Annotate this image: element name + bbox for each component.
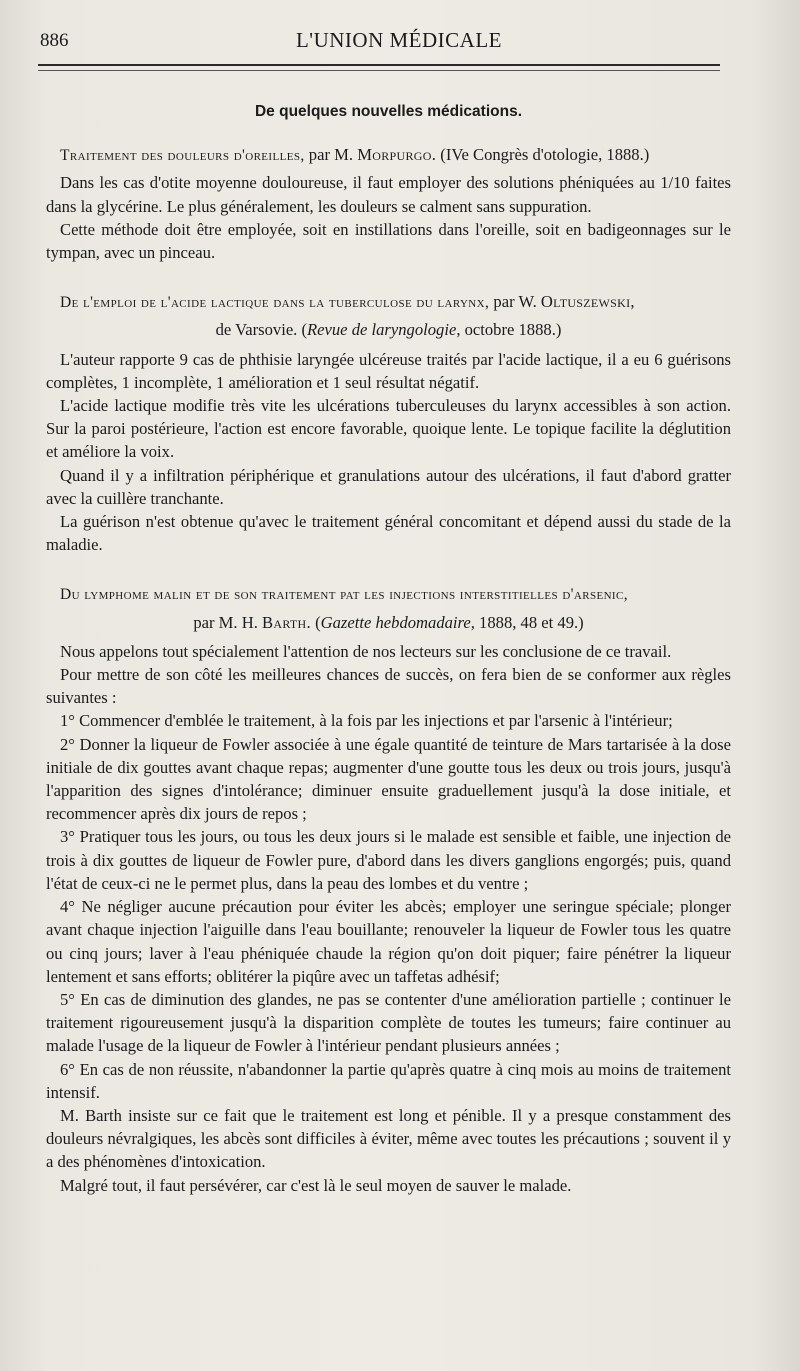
article-source: (IVe Congrès d'otologie, 1888.) — [436, 145, 650, 165]
paragraph: L'acide lactique modifie très vite les ulcérations tuberculeuses du larynx accessibles à son action. Sur la paroi postérieure, l'action est encore favorable, quoique lente. Le topique facilite la déglutition et améliore la voix. — [46, 396, 731, 462]
article-title-connector: par M. — [304, 145, 358, 165]
paragraph: L'auteur rapporte 9 cas de phthisie laryngée ulcéreuse traités par l'acide lactique, il a eu 6 guérisons complètes, 1 incomplète, 1 amélioration et 1 seul résultat négatif. — [46, 349, 731, 392]
article-source-date: , octobre 1888.) — [456, 320, 562, 340]
journal-title: L'UNION MÉDICALE — [295, 28, 502, 52]
article-lactic-acid — [46, 290, 731, 556]
rule-item: 1° Commencer d'emblée le traitement, à la fois par les injections et par l'arsenic à l'intérieur; — [60, 711, 673, 731]
page-body — [46, 100, 731, 1197]
paragraph: Malgré tout, il faut persévérer, car c'est là le seul moyen de sauver le malade. — [60, 1175, 572, 1195]
article-heading — [46, 582, 731, 606]
article-source-open: ( — [310, 612, 321, 632]
article-title: Du lymphome malin et de son traitement pat les injections interstitielles d'arsenic, — [60, 586, 629, 604]
paragraph: M. Barth insiste sur ce fait que le traitement est long et pénible. Il y a presque constamment des douleurs névralgiques, les abcès sont difficiles à éviter, même avec toutes les précautions ; souvent il y a des phénomènes d'intoxication. — [46, 1105, 731, 1172]
rule-item: 6° En cas de non réussite, n'abandonner la partie qu'après quatre à cinq mois au moins de traitement intensif. — [46, 1059, 731, 1102]
article-source-date: , 1888, 48 et 49.) — [470, 612, 584, 632]
journal-name: Gazette hebdomadaire — [320, 612, 471, 632]
rule-item: 3° Pratiquer tous les jours, ou tous les deux jours si le malade est sensible et faible, une injection de trois à dix gouttes de liqueur de Fowler pure, d'abord dans les divers ganglions engorgés; puis, quand l'état de ceux-ci ne le permet plus, dans la peau des lombes et du ventre ; — [46, 827, 731, 893]
article-author-prefix: par M. H. — [193, 612, 262, 632]
paragraph: Dans les cas d'otite moyenne douloureuse, il faut employer des solutions phéniquées au 1/10 faites dans la glycérine. Le plus généralement, les douleurs se calment sans suppuration. — [46, 173, 731, 216]
paragraph: Pour mettre de son côté les meilleures chances de succès, on fera bien de se conformer aux règles suivantes : — [46, 665, 731, 708]
page-header — [38, 28, 760, 58]
page-number: 886 — [40, 30, 69, 51]
header-rule-thin — [38, 70, 720, 71]
article-lymphoma — [46, 582, 731, 1196]
paragraph: Cette méthode doit être employée, soit en instillations dans l'oreille, soit en badigeonnages sur le tympan, avec un pinceau. — [46, 219, 731, 263]
article-author: Oltuszewski, — [540, 292, 635, 312]
rule-item: 5° En cas de diminution des glandes, ne pas se contenter d'une amélioration partielle ; continuer le traitement rigoureusement jusqu'à la disparition complète de toutes les tumeurs; faire continuer au malade l'usage de la liqueur de Fowler à l'intérieur pendant plusieurs années ; — [46, 989, 731, 1056]
article-heading — [46, 290, 731, 314]
article-source-prefix: de Varsovie. ( — [215, 320, 308, 340]
rule-item: 2° Donner la liqueur de Fowler associée à une égale quantité de teinture de Mars tartarisée à la dose initiale de dix gouttes avant chaque repas; augmenter d'une goutte tous les deux ou trois jours, jusqu'à l'apparition des signes d'intolérance; diminuer ensuite graduellement jusqu'à la dose initiale, et recommencer après dix jours de repos ; — [46, 734, 731, 824]
article-heading — [46, 143, 731, 167]
rule-item: 4° Ne négliger aucune précaution pour éviter les abcès; employer une seringue spéciale; plonger avant chaque injection l'aiguille dans l'eau bouillante; renouveler la liqueur de Fowler tous les quatre ou cinq jours; laver à l'eau phéniquée chaude la région qu'on doit piquer; faire pénétrer la liqueur lentement et sans efforts; oblitérer la piqûre avec un taffetas adhésif; — [46, 897, 731, 986]
article-author: Barth. — [262, 612, 311, 632]
article-otology — [46, 143, 731, 264]
header-rule — [38, 64, 720, 66]
paragraph: La guérison n'est obtenue qu'avec le traitement général concomitant et dépend aussi du stade de la maladie. — [46, 512, 731, 555]
article-source-line — [46, 318, 731, 341]
section-title: De quelques nouvelles médications. — [254, 103, 523, 120]
article-title: Traitement des douleurs d'oreilles, — [60, 147, 305, 165]
article-title: De l'emploi de l'acide lactique dans la tuberculose du larynx, — [60, 294, 490, 312]
paragraph: Quand il y a infiltration périphérique et granulations autour des ulcérations, il faut d'abord gratter avec la cuillère tranchante. — [46, 465, 731, 508]
paragraph: Nous appelons tout spécialement l'attention de nos lecteurs sur les conclusione de ce travail. — [60, 641, 672, 661]
article-source-line — [46, 611, 731, 634]
article-author: Morpurgo. — [357, 145, 437, 165]
article-title-connector: par W. — [489, 292, 541, 312]
journal-name: Revue de laryngologie — [307, 320, 457, 340]
